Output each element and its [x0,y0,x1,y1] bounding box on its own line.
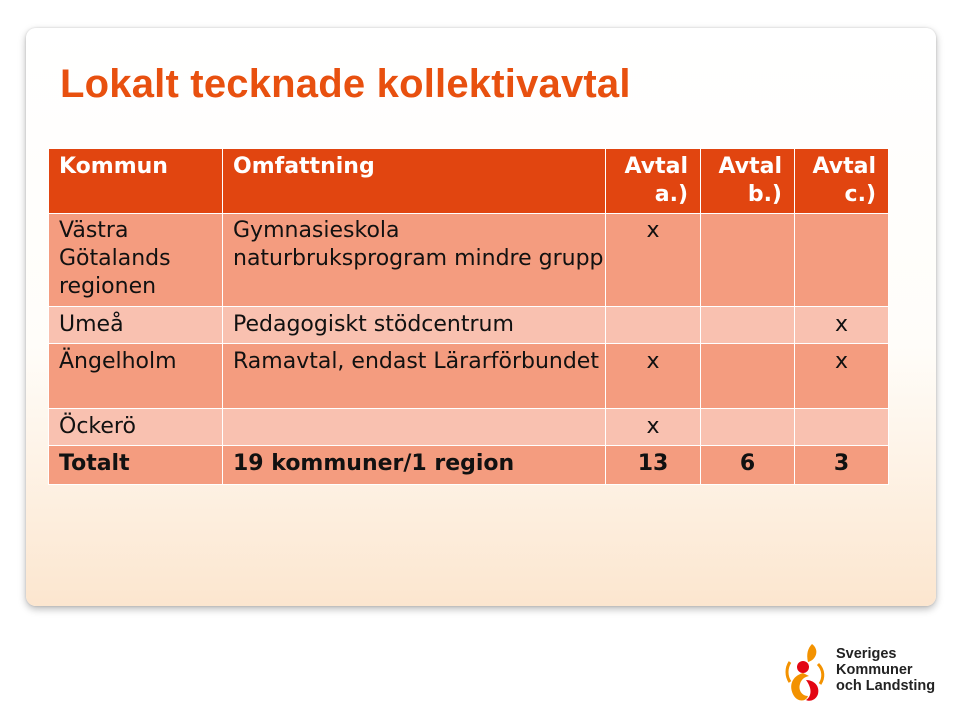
logo-line: och Landsting [836,678,936,694]
header-row [49,149,889,214]
total-label: Totalt [49,446,223,485]
slide-title: Lokalt tecknade kollektivavtal [60,62,631,106]
logo-line: Kommuner [836,662,913,678]
cell-avtal-a [606,307,701,344]
total-row [49,446,889,485]
header-avtal-b: Avtal b.) [701,149,795,214]
cell-avtal-c [795,214,889,307]
cell-avtal-a: x [606,214,701,307]
total-avtal-c: 3 [795,446,889,485]
cell-omfattning: Pedagogiskt stödcentrum [223,307,606,344]
skl-logo [782,640,942,704]
cell-kommun: Umeå [49,307,223,344]
header-avtal-a: Avtal a.) [606,149,701,214]
cell-omfattning: Ramavtal, endast Lärarförbundet [223,344,606,409]
skl-wordmark [836,646,935,694]
cell-omfattning: Gymnasieskola naturbruksprogram mindre grupp [223,214,606,307]
cell-avtal-a: x [606,344,701,409]
table-row [49,214,889,307]
total-avtal-b: 6 [701,446,795,485]
cell-avtal-b [701,214,795,307]
cell-kommun: Öckerö [49,409,223,446]
logo-line: Sveriges [836,646,897,662]
cell-avtal-c: x [795,344,889,409]
cell-avtal-c: x [795,307,889,344]
total-omfattning: 19 kommuner/1 region [223,446,606,485]
total-avtal-a: 13 [606,446,701,485]
header-kommun: Kommun [49,149,223,214]
cell-avtal-a: x [606,409,701,446]
cell-kommun: Ängelholm [49,344,223,409]
cell-avtal-c [795,409,889,446]
table-row [49,344,889,409]
cell-omfattning [223,409,606,446]
table-row [49,307,889,344]
header-omfattning: Omfattning [223,149,606,214]
cell-kommun: Västra Götalands regionen [49,214,223,307]
header-avtal-c: Avtal c.) [795,149,889,214]
skl-figure-icon [782,640,832,704]
cell-avtal-b [701,307,795,344]
cell-avtal-b [701,409,795,446]
agreements-table [48,148,889,485]
table-row [49,409,889,446]
cell-avtal-b [701,344,795,409]
